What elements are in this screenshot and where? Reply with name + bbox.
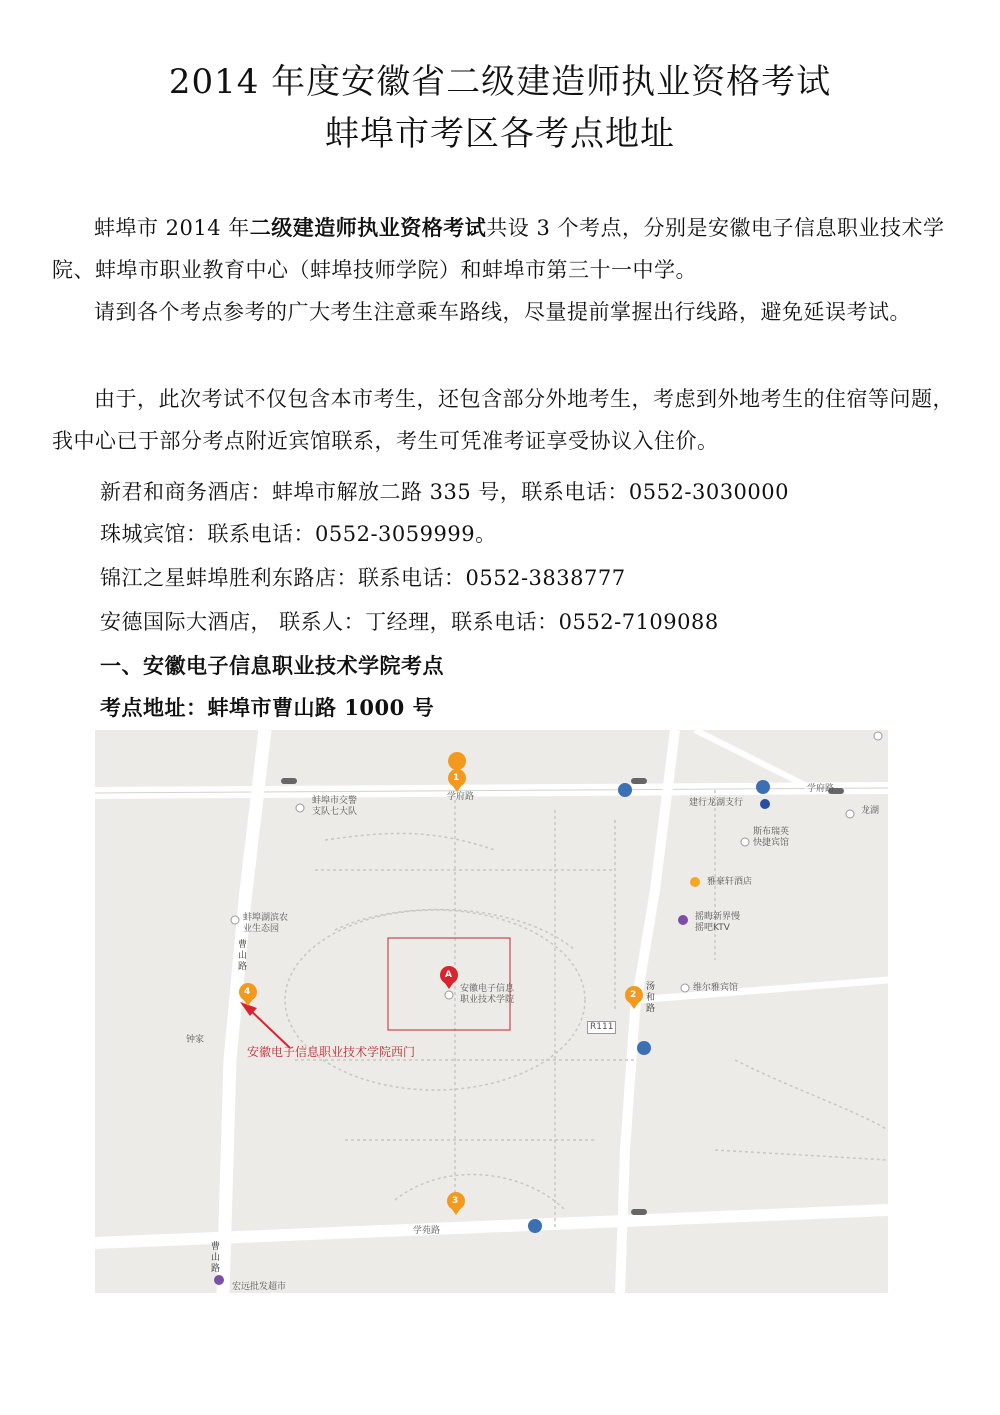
hotel-line-4: 安德国际大酒店， 联系人：丁经理，联系电话：0552-7109088: [100, 610, 719, 634]
marker-3-label: 3: [452, 1196, 459, 1206]
map-label-eco-park: 蚌埠湖滨农 业生态园: [243, 913, 289, 934]
map-label-xueyuan-road: 学苑路: [413, 1226, 441, 1236]
map-label-zhongjia: 钟家: [186, 1035, 205, 1045]
lodging-paragraph: 由于，此次考试不仅包含本市考生，还包含部分外地考生，考虑到外地考生的住宿等问题，我中心已于部分考点附近宾馆联系，考生可凭准考证享受协议入住价。: [52, 387, 954, 453]
marker-4-label: 4: [244, 987, 251, 997]
map-label-yahaoxuan: 雅豪轩酒店: [707, 877, 753, 887]
marker-a-label: A: [445, 970, 452, 980]
exam-site-address: 考点地址：蚌埠市曹山路 1000 号: [100, 695, 435, 720]
location-map: [95, 730, 888, 1293]
route-notice-paragraph: 请到各个考点参考的广大考生注意乘车路线，尽量提前掌握出行线路，避免延误考试。: [94, 300, 911, 324]
intro-paragraph: [52, 207, 957, 291]
map-label-inn: 斯布瑞英 快捷宾馆: [753, 827, 790, 848]
hotel-line-1: 新君和商务酒店：蚌埠市解放二路 335 号，联系电话：0552-3030000: [100, 480, 789, 504]
callout-arrow: [240, 1002, 290, 1048]
map-label-supermarket: 宏远批发超市: [232, 1282, 287, 1292]
major-roads: [95, 730, 888, 1293]
intro-text-a: 蚌埠市 2014 年: [94, 216, 250, 240]
map-label-tanghe-road: 汤 和 路: [646, 982, 656, 1014]
map-label-xuefu-road-2: 学府路: [807, 784, 835, 794]
marker-2-label: 2: [630, 990, 637, 1000]
map-road-sign: R111: [587, 1021, 616, 1034]
map-label-longhu: 龙湖: [861, 806, 880, 816]
hotel-line-2: 珠城宾馆：联系电话：0552-3059999。: [100, 522, 497, 546]
campus-paths: [285, 790, 888, 1230]
map-graphics: [95, 730, 888, 1293]
map-label-bank: 建行龙湖支行: [689, 798, 744, 808]
page-title-line-2: 蚌埠市考区各考点地址: [325, 114, 675, 154]
map-label-caoshan-road-1: 曹 山 路: [238, 940, 248, 972]
section-heading: 一、安徽电子信息职业技术学院考点: [100, 653, 444, 678]
bank-logo-icon: [760, 799, 770, 809]
map-label-xuefu-road-1: 学府路: [447, 792, 475, 802]
page-title-line-1: 2014 年度安徽省二级建造师执业资格考试: [168, 62, 832, 102]
numbered-markers: [239, 752, 643, 1215]
hotel-line-3: 锦江之星蚌埠胜利东路店：联系电话：0552-3838777: [100, 566, 626, 590]
marker-1-label: 1: [453, 773, 460, 783]
map-callout-west-gate: 安徽电子信息职业技术学院西门: [247, 1045, 416, 1059]
map-label-police: 蚌埠市交警 支队七大队: [312, 796, 358, 817]
map-label-caoshan-road-2: 曹 山 路: [211, 1242, 221, 1274]
intro-text-b: 共设 3 个考点，分别是安徽电子信息职业技术学院、蚌埠市职业教育中心（蚌埠技师学院）和蚌埠市第三十一中学。: [52, 216, 945, 282]
intro-exam-name: 二级建造师执业资格考试: [249, 215, 487, 240]
map-label-college: 安徽电子信息 职业技术学院: [460, 984, 515, 1005]
map-label-weierya: 维尔雅宾馆: [693, 983, 739, 993]
map-label-ktv: 摇晦新界慢 摇吧KTV: [695, 912, 741, 933]
